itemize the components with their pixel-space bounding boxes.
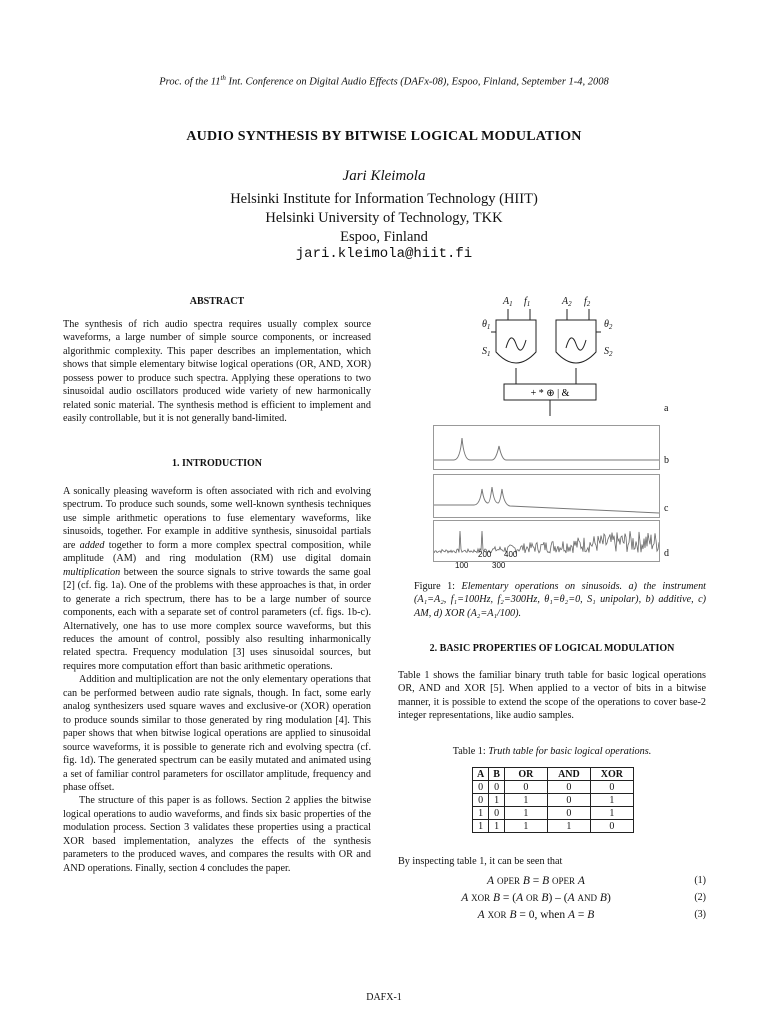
osc2-source-label: $S_2$ xyxy=(604,346,613,358)
author-name: Jari Kleimola xyxy=(342,168,426,184)
figure-1-caption: Figure 1: Elementary operations on sinusoids. a) the instrument (A₁=A₂, f₁=100Hz, f₂=300Hz, θ₁=θ₂=0, S₁ unipolar), b) additive, c) AM, d) XOR (A₂=A₁/100). xyxy=(414,581,706,619)
spectrum-xor xyxy=(433,520,660,562)
operator-symbols: + * ⊕ | & xyxy=(530,388,570,399)
affiliation-university: Helsinki University of Technology, TKK xyxy=(265,210,503,226)
cell: 1 xyxy=(504,807,547,820)
cell: 0 xyxy=(489,781,505,794)
author-email[interactable]: jari.kleimola@hiit.fi xyxy=(295,246,473,262)
osc1-freq-label: $f_1$ xyxy=(524,296,531,308)
osc1-source-label: $S_1$ xyxy=(482,346,491,358)
panel-label-c: c xyxy=(664,503,669,514)
table-header-row xyxy=(473,768,634,781)
col-header: B xyxy=(489,768,505,781)
section-2-heading: 2. BASIC PROPERTIES OF LOGICAL MODULATION xyxy=(429,643,675,654)
tick-300: 300 xyxy=(492,561,506,570)
oscillator-1-block xyxy=(496,320,536,363)
tick-200: 200 xyxy=(478,550,492,559)
page-footer: DAFX-1 xyxy=(366,992,402,1003)
cell: 0 xyxy=(590,820,633,833)
cell: 0 xyxy=(547,807,590,820)
panel-label-d: d xyxy=(664,548,669,559)
panel-label-b: b xyxy=(664,455,669,466)
equation-number: (1) xyxy=(694,875,706,886)
cell: 1 xyxy=(473,820,489,833)
table-row xyxy=(473,794,634,807)
section-2-paragraph-2: By inspecting table 1, it can be seen that xyxy=(398,856,563,867)
cell: 1 xyxy=(590,807,633,820)
conference-header: Proc. of the 11th Int. Conference on Digital Audio Effects (DAFx-08), Espoo, Finland, September 1-4, 2008 xyxy=(159,74,609,88)
cell: 0 xyxy=(489,807,505,820)
col-header: XOR xyxy=(590,768,633,781)
intro-body xyxy=(63,485,371,875)
osc2-amp-label: $A_2$ xyxy=(562,296,572,308)
paper-title: AUDIO SYNTHESIS BY BITWISE LOGICAL MODULATION xyxy=(186,129,582,144)
equation-1: A OPER B = B OPER A (1) xyxy=(487,875,706,887)
affiliation-institute: Helsinki Institute for Information Technology (HIIT) xyxy=(230,191,538,207)
section-2-paragraph-1: Table 1 shows the familiar binary truth table for basic logical operations OR, AND and XOR [5]. When applied to a vector of bits in a bitwise manner, it is possible to extend the scope of the operations to cover base-2 integer representations, like audio samples. xyxy=(398,670,706,722)
cell: 1 xyxy=(547,820,590,833)
col-header: OR xyxy=(504,768,547,781)
spectrum-additive xyxy=(433,425,660,470)
cell: 1 xyxy=(590,794,633,807)
cell: 1 xyxy=(489,820,505,833)
spectrum-am xyxy=(433,474,660,518)
osc1-amp-label: $A_1$ xyxy=(503,296,513,308)
osc2-freq-label: $f_2$ xyxy=(584,296,591,308)
oscillator-2-block xyxy=(556,320,596,363)
equation-number: (3) xyxy=(694,909,706,920)
cell: 1 xyxy=(504,820,547,833)
osc2-phase-label: $\theta_2$ xyxy=(604,319,613,331)
table-row xyxy=(473,820,634,833)
intro-heading: 1. INTRODUCTION xyxy=(171,458,262,469)
table-row xyxy=(473,807,634,820)
cell: 0 xyxy=(473,781,489,794)
cell: 1 xyxy=(489,794,505,807)
equation-number: (2) xyxy=(694,892,706,903)
osc1-phase-label: $\theta_1$ xyxy=(482,319,491,331)
cell: 0 xyxy=(504,781,547,794)
cell: 1 xyxy=(504,794,547,807)
tick-100: 100 xyxy=(455,561,469,570)
panel-label-a: a xyxy=(664,403,669,414)
equation-3: A XOR B = 0, when A = B (3) xyxy=(477,909,706,921)
cell: 0 xyxy=(590,781,633,794)
abstract-heading: ABSTRACT xyxy=(189,296,245,307)
intro-paragraph-1: A sonically pleasing waveform is often associated with rich and evolving spectrum. To produce such sounds, some well-known synthesis techniques use simple arithmetic operations to fuse elementary waveforms, like sinusoids, together. For example in additive synthesis, sinusoidal partials are added together to form a more complex spectral composition, while amplitude (AM) and ring modulation (RM) use digital domain multiplication between the source signals to strive towards the same goal [2] (cf. fig. 1a). One of the problems with these approaches is that, in order to generate a rich spectrum, there has to be a large number of source components, each with a separate set of control parameters (cf. figs. 1b-c). Alternatively, one has to use more complex source waveforms, but this reduces the amount of control, possibly also resulting inharmonically related spectra. Frequency modulation [3] uses sinusoidal sources, but requires more computation effort than basic arithmetic operations. xyxy=(63,486,371,672)
table-row xyxy=(473,781,634,794)
equation-2: A XOR B = (A OR B) – (A AND B) (2) xyxy=(461,892,706,904)
cell: 1 xyxy=(473,807,489,820)
cell: 0 xyxy=(547,794,590,807)
table-1-caption: Table 1: Truth table for basic logical operations. xyxy=(452,746,652,757)
col-header: A xyxy=(473,768,489,781)
intro-paragraph-2: Addition and multiplication are not the only elementary operations that can be performed between audio rate signals, though. In fact, some early analog synthesizers used square waves and exclusive-or (XOR) operation to produce sounds similar to those generated by ring modulation [4]. This paper shows that when bitwise logical operations are applied to sinusoidal source waveforms, it is possible to generate rich and evolving spectra (cf. fig. 1d). The generated spectrum can be easily mutated and animated using a set of familiar control parameters for oscillator amplitude, frequency and phase offset. xyxy=(63,674,371,793)
truth-table xyxy=(472,767,634,833)
cell: 0 xyxy=(547,781,590,794)
col-header: AND xyxy=(547,768,590,781)
cell: 0 xyxy=(473,794,489,807)
affiliation-location: Espoo, Finland xyxy=(340,229,428,245)
intro-paragraph-3: The structure of this paper is as follows. Section 2 applies the bitwise logical operations to audio waveforms, and finds six basic properties of the modulation process. Section 3 validates these properties using a practical XOR based implementation, analyzes the effects of the synthesis parameters to the produced waves, and compares the results with OR and AND operations. Finally, section 4 concludes the paper. xyxy=(63,795,371,874)
abstract-text: The synthesis of rich audio spectra requires usually complex source waveforms, a large number of simple source components, or increased algorithmic complexity. This paper describes an implementation, which shows that simple elementary bitwise logical operations (OR, AND, XOR) possess power to produce such spectra. Applying these operations to two sinusoidal audio oscillators produced wide variety of new harmonically related sonic material. The synthesis method is efficient to implement and easily controllable, but it is not generally band-limited. xyxy=(63,319,371,425)
tick-400: 400 xyxy=(504,550,518,559)
instrument-diagram xyxy=(470,292,670,418)
